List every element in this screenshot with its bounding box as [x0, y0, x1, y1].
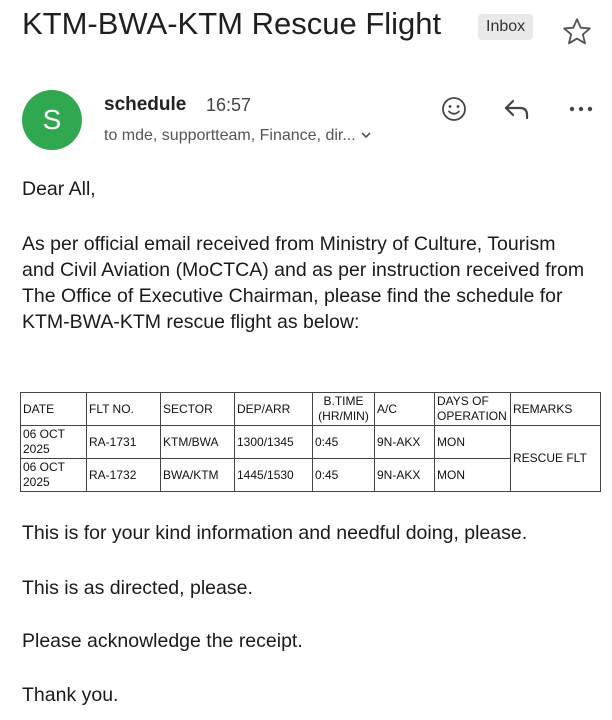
- inbox-label[interactable]: Inbox: [478, 14, 533, 40]
- header-btime: B.TIME (HR/MIN): [313, 393, 375, 426]
- closing-line: Please acknowledge the receipt.: [22, 630, 303, 652]
- cell-sector: KTM/BWA: [161, 426, 235, 459]
- header-date: DATE: [21, 393, 87, 426]
- subject-row: [22, 4, 602, 52]
- cell-ac: 9N-AKX: [375, 459, 435, 492]
- intro-paragraph: As per official email received from Ministry of Culture, Tourism and Civil Aviation (MoCTCA) and as per instruction received from The Office of Executive Chairman, please find the schedule for KTM-BWA-KTM rescue flight as below:: [22, 233, 585, 333]
- star-icon[interactable]: [561, 16, 593, 48]
- cell-flt-no: RA-1731: [87, 426, 161, 459]
- header-flt-no: FLT NO.: [87, 393, 161, 426]
- more-icon[interactable]: [566, 96, 596, 122]
- header-dep-arr: DEP/ARR: [235, 393, 313, 426]
- smiley-icon[interactable]: [441, 96, 467, 122]
- cell-date: 06 OCT 2025: [21, 426, 87, 459]
- header-remarks: REMARKS: [511, 393, 601, 426]
- cell-days: MON: [435, 426, 511, 459]
- cell-btime: 0:45: [313, 426, 375, 459]
- cell-days: MON: [435, 459, 511, 492]
- header-ac: A/C: [375, 393, 435, 426]
- cell-date: 06 OCT 2025: [21, 459, 87, 492]
- greeting: Dear All,: [22, 178, 96, 200]
- table-header-row: [21, 393, 601, 426]
- email-subject: KTM-BWA-KTM Rescue Flight: [22, 6, 442, 41]
- cell-btime: 0:45: [313, 459, 375, 492]
- header-days: DAYS OF OPERATION: [435, 393, 511, 426]
- closing-line: Thank you.: [22, 684, 119, 706]
- avatar[interactable]: S: [22, 90, 82, 150]
- cell-dep-arr: 1445/1530: [235, 459, 313, 492]
- closing-line: This is for your kind information and needful doing, please.: [22, 522, 528, 544]
- cell-sector: BWA/KTM: [161, 459, 235, 492]
- cell-remarks: RESCUE FLT: [511, 426, 601, 492]
- schedule-table: [20, 392, 601, 492]
- recipients-text: to mde, supportteam, Finance, dir...: [104, 127, 356, 144]
- closing-line: This is as directed, please.: [22, 577, 253, 599]
- cell-flt-no: RA-1732: [87, 459, 161, 492]
- chevron-down-icon: [360, 130, 372, 140]
- cell-dep-arr: 1300/1345: [235, 426, 313, 459]
- table-row: [21, 426, 601, 459]
- sender-name: schedule: [104, 94, 187, 115]
- header-sector: SECTOR: [161, 393, 235, 426]
- reply-icon[interactable]: [502, 96, 532, 122]
- sent-time: 16:57: [206, 95, 252, 115]
- sender-row: [22, 88, 602, 158]
- recipients-toggle[interactable]: [104, 127, 372, 145]
- cell-ac: 9N-AKX: [375, 426, 435, 459]
